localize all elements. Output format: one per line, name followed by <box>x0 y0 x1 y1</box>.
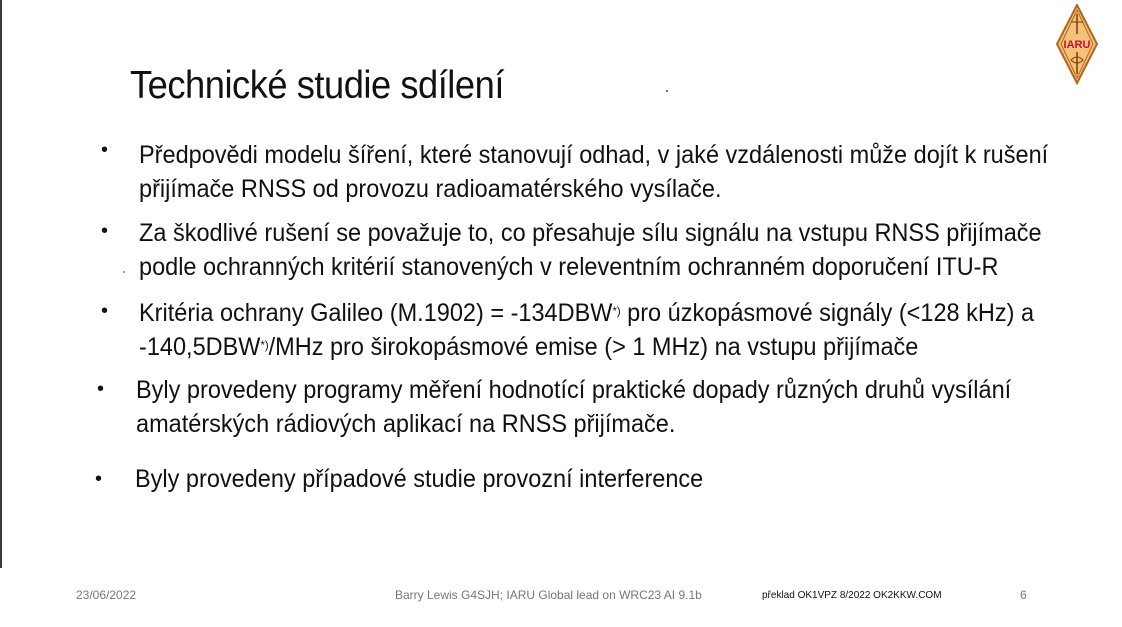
footnote-marker: *) <box>260 338 269 352</box>
bullet-marker: • <box>97 378 105 400</box>
bullet-text: Kritéria ochrany Galileo (M.1902) = -134DBW <box>139 299 613 327</box>
slide-title: Technické studie sdílení <box>130 64 504 107</box>
bullet-item <box>139 216 1042 284</box>
bullet-marker: • <box>101 300 109 322</box>
bullet-line: Byly provedeny případové studie provozní interference <box>135 465 704 493</box>
logo-text: IARU <box>1063 39 1091 51</box>
stray-mark <box>123 271 125 273</box>
footnote-marker: *) <box>612 304 621 318</box>
iaru-logo-icon <box>1055 4 1099 86</box>
bullet-marker: • <box>95 468 103 490</box>
footer-date: 23/06/2022 <box>76 588 137 602</box>
bullet-item <box>135 462 703 496</box>
footer-author: Barry Lewis G4SJH; IARU Global lead on WRC23 AI 9.1b <box>395 588 702 602</box>
bullet-line: Za škodlivé rušení se považuje to, co přesahuje sílu signálu na vstupu RNSS přijímače <box>139 219 1042 247</box>
bullet-line: přijímače RNSS od provozu radioamatérského vysílače. <box>139 175 722 203</box>
bullet-text: /MHz pro širokopásmové emise (> 1 MHz) na vstupu přijímače <box>268 333 919 361</box>
bullet-line: amatérských rádiových aplikací na RNSS přijímače. <box>136 410 676 438</box>
bullet-item <box>139 296 1034 364</box>
bullet-item <box>139 138 1048 206</box>
bullet-text: -140,5DBW <box>139 333 261 361</box>
bullet-text: pro úzkopásmové signály (<128 kHz) a <box>620 299 1035 327</box>
slide-left-border <box>0 0 2 568</box>
bullet-line: Byly provedeny programy měření hodnotící praktické dopady různých druhů vysílání <box>136 376 1012 404</box>
bullet-marker: • <box>101 139 109 161</box>
stray-mark <box>666 90 668 92</box>
bullet-line: podle ochranných kritérií stanovených v releventním ochranném doporučení ITU-R <box>139 253 999 281</box>
footer-translation: překlad OK1VPZ 8/2022 OK2KKW.COM <box>762 590 942 601</box>
page-number: 6 <box>1020 588 1027 602</box>
bullet-line: Předpovědi modelu šíření, které stanovují odhad, v jaké vzdálenosti může dojít k rušení <box>139 141 1049 169</box>
bullet-marker: • <box>101 220 109 242</box>
bullet-item <box>136 373 1011 441</box>
